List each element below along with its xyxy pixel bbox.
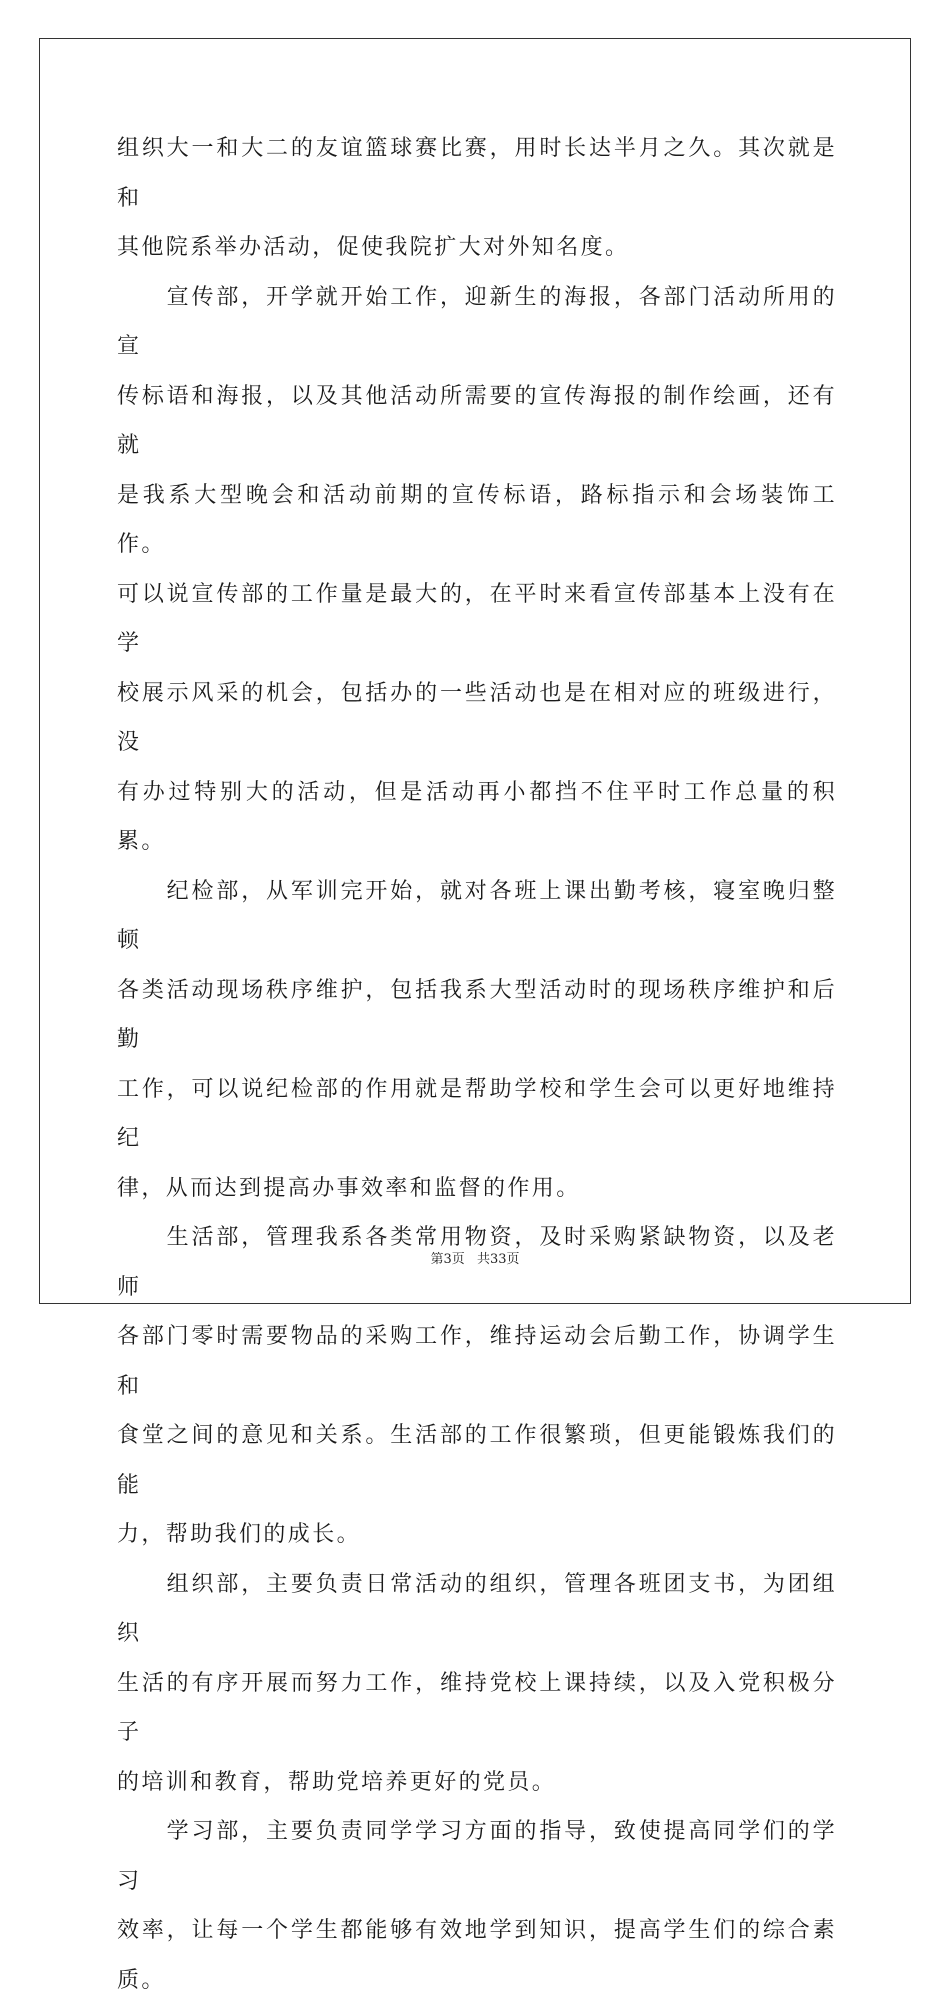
- total-pages: 共33页: [476, 1252, 520, 1267]
- paragraph-study-dept: 学习部，主要负责同学学习方面的指导，致使提高同学们的学习 效率，让每一个学生都能够有效地学到知识，提高学生们的综合素质。: [117, 1819, 837, 1993]
- paragraph-discipline-dept: 纪检部，从军训完开始，就对各班上课出勤考核，寝室晚归整顿 各类活动现场秩序维护，包括我系大型活动时的现场秩序维护和后勤 工作，可以说纪检部的作用就是帮助学校和学生会可以更好地维持纪 律，从而达到提高办事效率和监督的作用。: [117, 878, 837, 1201]
- document-body: [117, 124, 837, 2005]
- paragraph-publicity-dept: 宣传部，开学就开始工作，迎新生的海报，各部门活动所用的宣 传标语和海报，以及其他活动所需要的宣传海报的制作绘画，还有就 是我系大型晚会和活动前期的宣传标语，路标指示和会场装饰工作。 可以说宣传部的工作量是最大的，在平时来看宣传部基本上没有在学 校展示风采的机会，包括办的一些活动也是在相对应的班级进行，没 有办过特别大的活动，但是活动再小都挡不住平时工作总量的积累。: [117, 284, 837, 854]
- page-footer: [0, 1248, 950, 1267]
- paragraph-intro-continued: 组织大一和大二的友谊篮球赛比赛，用时长达半月之久。其次就是和 其他院系举办活动，促使我院扩大对外知名度。: [117, 136, 837, 260]
- paragraph-organization-dept: 组织部，主要负责日常活动的组织，管理各班团支书，为团组织 生活的有序开展而努力工作，维持党校上课持续，以及入党积极分子 的培训和教育，帮助党培养更好的党员。: [117, 1571, 837, 1795]
- paragraph-life-dept: 生活部，管理我系各类常用物资，及时采购紧缺物资，以及老师 各部门零时需要物品的采购工作，维持运动会后勤工作，协调学生和 食堂之间的意见和关系。生活部的工作很繁琐，但更能锻炼我们的能 力，帮助我们的成长。: [117, 1225, 837, 1547]
- page-number: 第3页: [430, 1252, 465, 1267]
